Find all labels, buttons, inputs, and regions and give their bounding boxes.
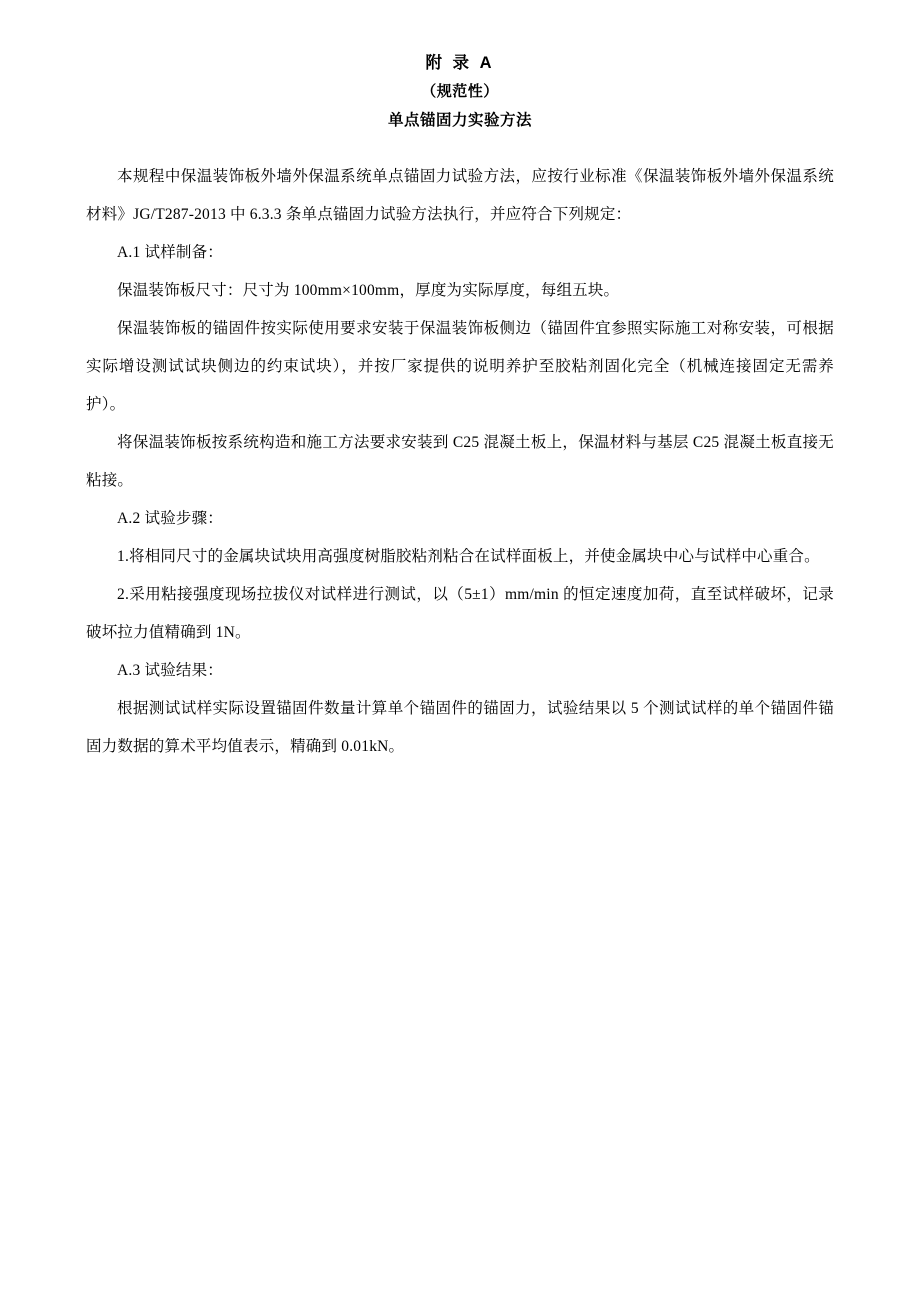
paragraph: 保温装饰板的锚固件按实际使用要求安装于保温装饰板侧边（锚固件宜参照实际施工对称安装，可根据实际增设测试试块侧边的约束试块），并按厂家提供的说明养护至胶粘剂固化完全（机械连接固定无需养护）。 <box>86 320 834 413</box>
appendix-heading <box>86 48 834 136</box>
appendix-kind: （规范性） <box>421 83 499 100</box>
paragraph: 保温装饰板尺寸：尺寸为 100mm×100mm，厚度为实际厚度，每组五块。 <box>117 282 620 299</box>
paragraph: 将保温装饰板按系统构造和施工方法要求安装到 C25 混凝土板上，保温材料与基层 C25 混凝土板直接无粘接。 <box>86 434 834 489</box>
paragraph: A.2 试验步骤： <box>117 510 223 527</box>
paragraph: A.3 试验结果： <box>117 662 223 679</box>
paragraph: 本规程中保温装饰板外墙外保温系统单点锚固力试验方法，应按行业标准《保温装饰板外墙外保温系统材料》JG/T287-2013 中 6.3.3 条单点锚固力试验方法执行，并应符合下列规定： <box>86 168 834 223</box>
paragraph: 根据测试试样实际设置锚固件数量计算单个锚固件的锚固力，试验结果以 5 个测试试样的单个锚固件锚固力数据的算术平均值表示，精确到 0.01kN。 <box>86 700 834 755</box>
paragraph: 1.将相同尺寸的金属块试块用高强度树脂胶粘剂粘合在试样面板上，并使金属块中心与试样中心重合。 <box>117 548 820 565</box>
paragraph: 2.采用粘接强度现场拉拔仪对试样进行测试，以（5±1）mm/min 的恒定速度加荷，直至试样破坏，记录破坏拉力值精确到 1N。 <box>86 586 834 641</box>
document-body <box>86 158 834 766</box>
paragraph: A.1 试样制备： <box>117 244 223 261</box>
appendix-name: 单点锚固力实验方法 <box>387 112 532 129</box>
appendix-title: 附 录 A <box>425 54 495 72</box>
